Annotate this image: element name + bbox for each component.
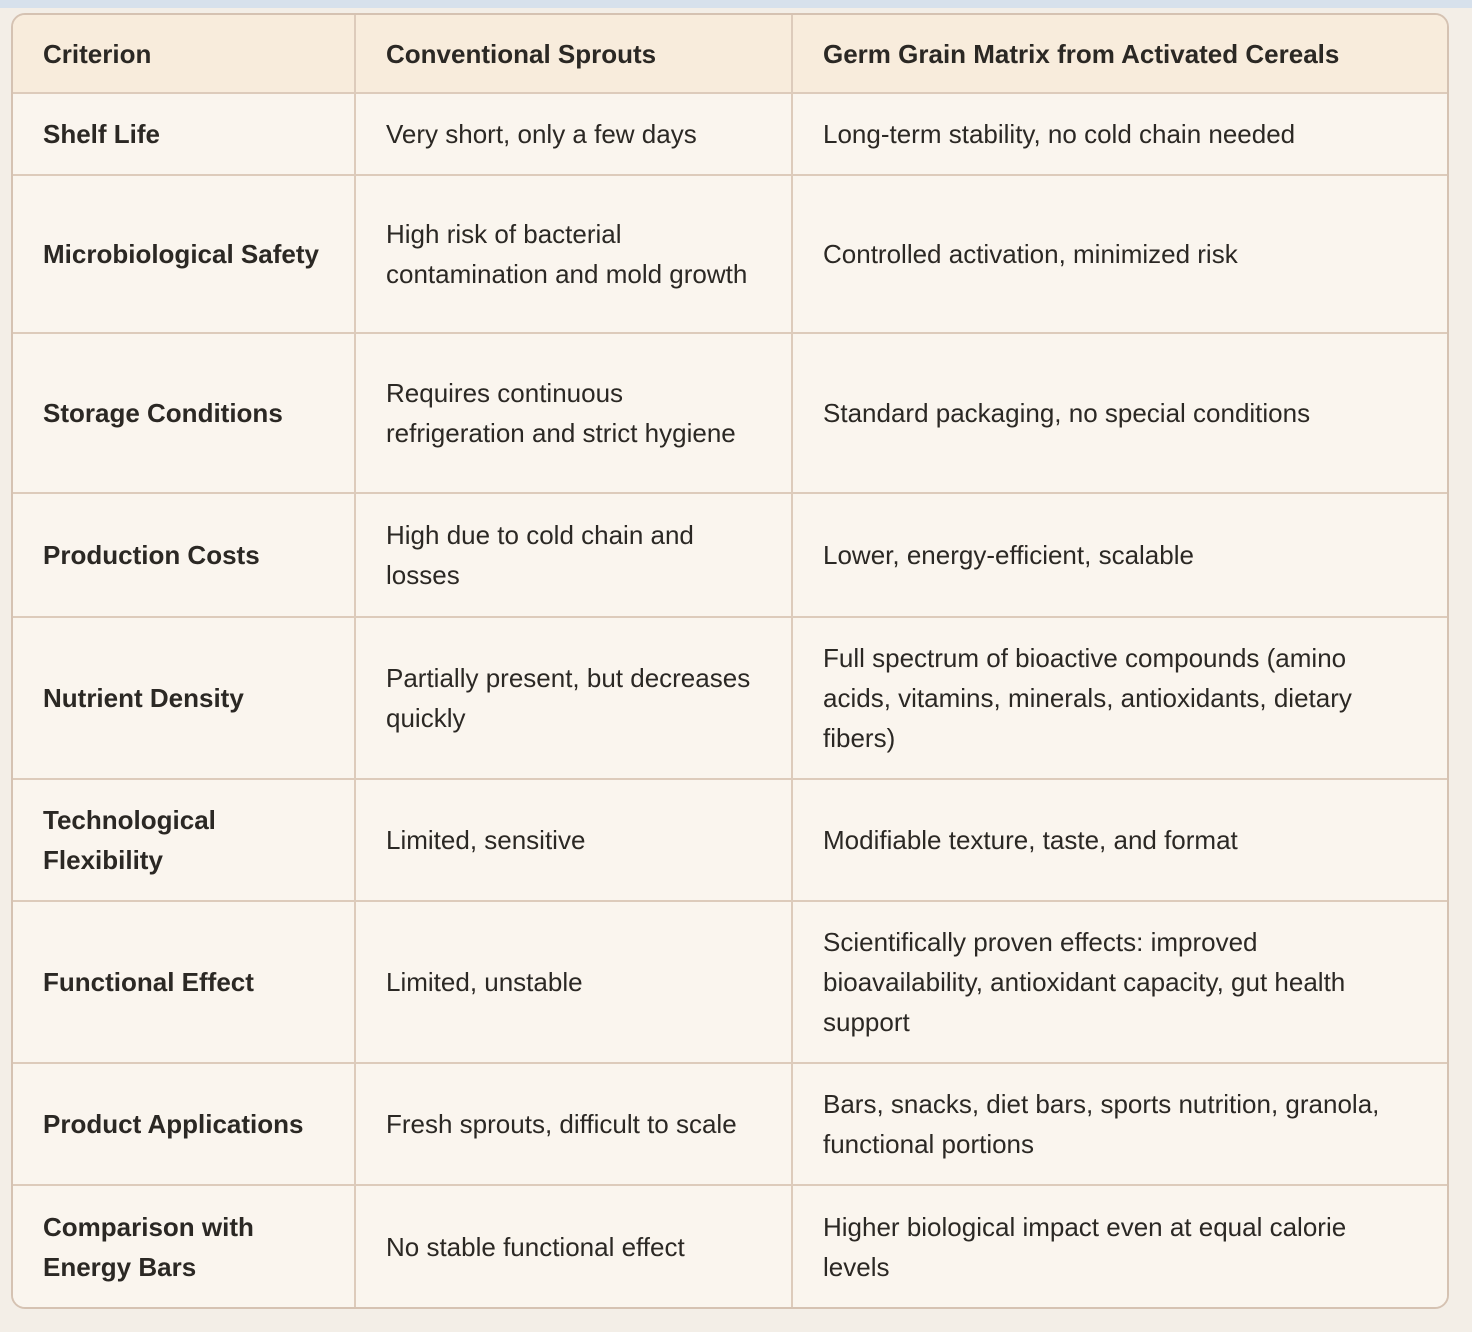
column-header-germ-grain-matrix: Germ Grain Matrix from Activated Cereals xyxy=(792,15,1447,93)
cell-germ-grain-matrix: Bars, snacks, diet bars, sports nutrition, granola, functional portions xyxy=(792,1063,1447,1185)
cell-conventional-sprouts: Fresh sprouts, difficult to scale xyxy=(355,1063,792,1185)
cell-criterion: Storage Conditions xyxy=(13,333,355,493)
cell-germ-grain-matrix: Modifiable texture, taste, and format xyxy=(792,779,1447,901)
table-row xyxy=(13,1063,1447,1185)
cell-criterion: Functional Effect xyxy=(13,901,355,1063)
cell-germ-grain-matrix: Controlled activation, minimized risk xyxy=(792,175,1447,333)
table-row xyxy=(13,93,1447,175)
cell-conventional-sprouts: Limited, sensitive xyxy=(355,779,792,901)
cell-conventional-sprouts: High due to cold chain and losses xyxy=(355,493,792,617)
cell-conventional-sprouts: No stable functional effect xyxy=(355,1185,792,1307)
top-strip xyxy=(0,0,1472,8)
column-header-conventional-sprouts: Conventional Sprouts xyxy=(355,15,792,93)
cell-conventional-sprouts: Requires continuous refrigeration and strict hygiene xyxy=(355,333,792,493)
table-row xyxy=(13,493,1447,617)
table-header-row xyxy=(13,15,1447,93)
table-row xyxy=(13,175,1447,333)
cell-conventional-sprouts: Very short, only a few days xyxy=(355,93,792,175)
cell-criterion: Comparison with Energy Bars xyxy=(13,1185,355,1307)
column-header-criterion: Criterion xyxy=(13,15,355,93)
cell-criterion: Production Costs xyxy=(13,493,355,617)
cell-criterion: Technological Flexibility xyxy=(13,779,355,901)
cell-criterion: Shelf Life xyxy=(13,93,355,175)
cell-conventional-sprouts: High risk of bacterial contamination and mold growth xyxy=(355,175,792,333)
table-row xyxy=(13,1185,1447,1307)
cell-conventional-sprouts: Limited, unstable xyxy=(355,901,792,1063)
table-row xyxy=(13,901,1447,1063)
cell-conventional-sprouts: Partially present, but decreases quickly xyxy=(355,617,792,779)
cell-germ-grain-matrix: Higher biological impact even at equal calorie levels xyxy=(792,1185,1447,1307)
table-row xyxy=(13,617,1447,779)
cell-germ-grain-matrix: Lower, energy-efficient, scalable xyxy=(792,493,1447,617)
comparison-table xyxy=(11,13,1449,1309)
cell-criterion: Product Applications xyxy=(13,1063,355,1185)
cell-criterion: Nutrient Density xyxy=(13,617,355,779)
comparison-table-grid xyxy=(13,15,1447,1307)
cell-germ-grain-matrix: Long-term stability, no cold chain needed xyxy=(792,93,1447,175)
table-row xyxy=(13,333,1447,493)
cell-criterion: Microbiological Safety xyxy=(13,175,355,333)
cell-germ-grain-matrix: Full spectrum of bioactive compounds (amino acids, vitamins, minerals, antioxidants, dietary fibers) xyxy=(792,617,1447,779)
cell-germ-grain-matrix: Standard packaging, no special conditions xyxy=(792,333,1447,493)
cell-germ-grain-matrix: Scientifically proven effects: improved bioavailability, antioxidant capacity, gut health support xyxy=(792,901,1447,1063)
table-row xyxy=(13,779,1447,901)
